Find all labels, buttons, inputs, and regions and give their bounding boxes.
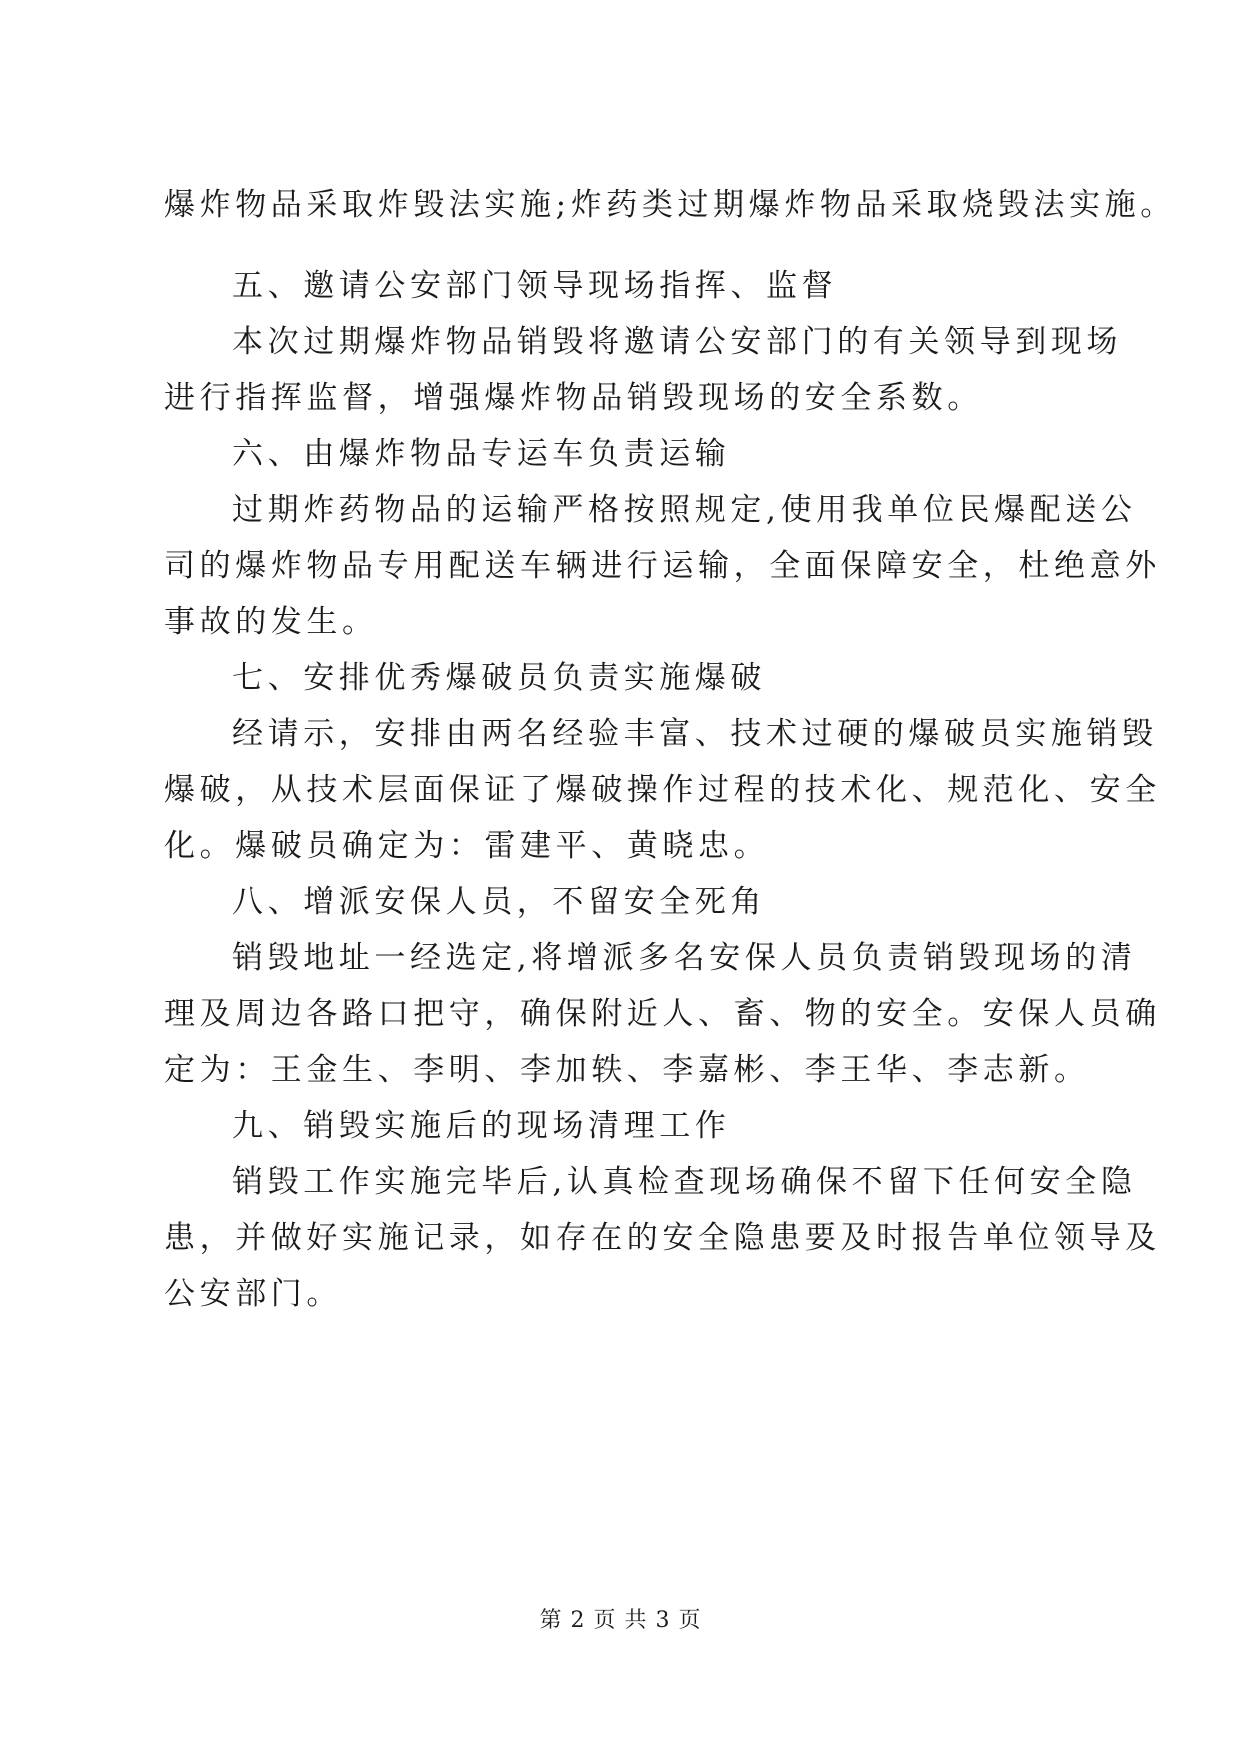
paragraph-line: 事故的发生。	[164, 604, 378, 640]
section-heading-8: 八、增派安保人员，不留安全死角	[232, 884, 766, 920]
paragraph-line: 定为：王金生、李明、李加轶、李嘉彬、李王华、李志新。	[164, 1052, 1090, 1088]
paragraph-line: 爆破，从技术层面保证了爆破操作过程的技术化、规范化、安全	[164, 772, 1161, 808]
paragraph-line: 公安部门。	[164, 1276, 342, 1312]
body-text-line: 爆炸物品采取炸毁法实施;炸药类过期爆炸物品采取烧毁法实施。	[164, 187, 1176, 223]
section-heading-9: 九、销毁实施后的现场清理工作	[232, 1108, 731, 1144]
paragraph-line: 司的爆炸物品专用配送车辆进行运输，全面保障安全，杜绝意外	[164, 548, 1161, 584]
paragraph-line: 销毁地址一经选定,将增派多名安保人员负责销毁现场的清	[232, 940, 1137, 976]
section-heading-5: 五、邀请公安部门领导现场指挥、监督	[232, 268, 838, 304]
paragraph-line: 化。爆破员确定为：雷建平、黄晓忠。	[164, 828, 770, 864]
paragraph-line: 理及周边各路口把守，确保附近人、畜、物的安全。安保人员确	[164, 996, 1161, 1032]
paragraph-line: 经请示，安排由两名经验丰富、技术过硬的爆破员实施销毁	[232, 716, 1158, 752]
paragraph-line: 本次过期爆炸物品销毁将邀请公安部门的有关领导到现场	[232, 324, 1122, 360]
paragraph-line: 患，并做好实施记录，如存在的安全隐患要及时报告单位领导及	[164, 1220, 1161, 1256]
paragraph-line: 过期炸药物品的运输严格按照规定,使用我单位民爆配送公	[232, 492, 1137, 528]
paragraph-line: 销毁工作实施完毕后,认真检查现场确保不留下任何安全隐	[232, 1164, 1137, 1200]
section-heading-6: 六、由爆炸物品专运车负责运输	[232, 436, 731, 472]
paragraph-line: 进行指挥监督，增强爆炸物品销毁现场的安全系数。	[164, 380, 983, 416]
page-number-footer: 第 2 页 共 3 页	[539, 1608, 702, 1633]
section-heading-7: 七、安排优秀爆破员负责实施爆破	[232, 660, 766, 696]
